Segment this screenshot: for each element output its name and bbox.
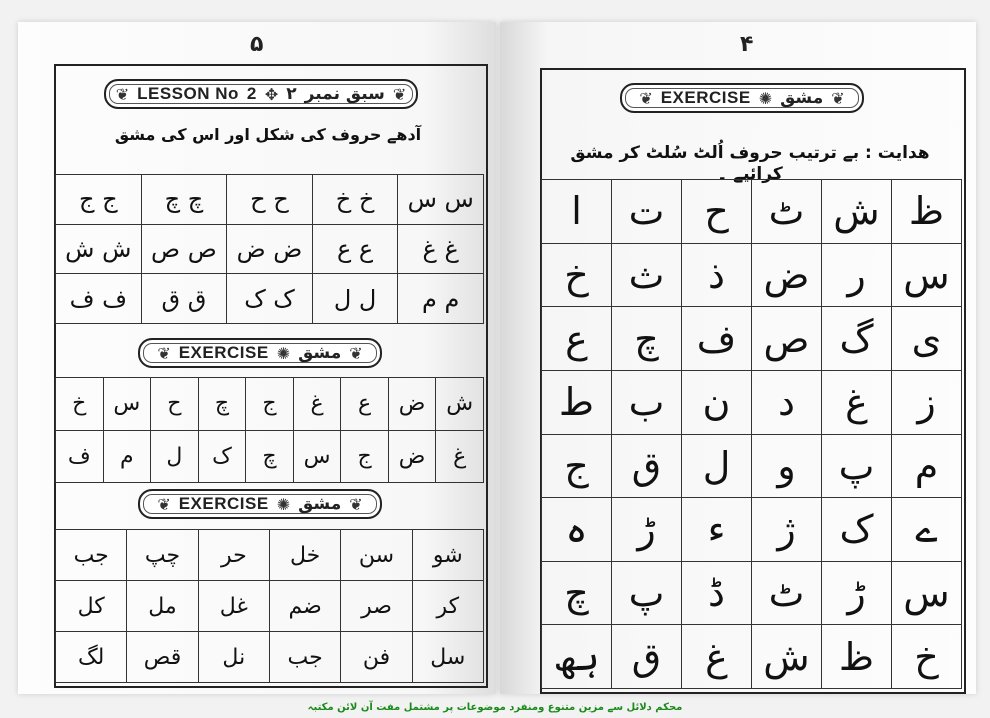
- letter-cell: د: [752, 370, 822, 434]
- letter-cell: ڑ: [612, 498, 682, 562]
- letter-cell: ح: [151, 378, 199, 431]
- letter-cell: نل: [198, 632, 269, 683]
- letter-cell: ہھ: [542, 625, 612, 689]
- letter-cell: ء: [682, 498, 752, 562]
- letter-cell: فن: [341, 632, 412, 683]
- letter-cell: خ: [56, 378, 104, 431]
- letter-cell: ظ: [892, 180, 962, 244]
- letter-cell: مل: [127, 581, 198, 632]
- letter-cell: غ غ: [398, 224, 484, 274]
- letter-cell: ط: [542, 370, 612, 434]
- letter-cell: غ: [436, 430, 484, 483]
- letter-cell: خ: [542, 243, 612, 307]
- table-row: [56, 632, 484, 683]
- table-row: [56, 430, 484, 483]
- letter-cell: ق ق: [141, 274, 227, 324]
- exercise-title-urdu: مشق: [298, 343, 342, 363]
- letter-cell: لگ: [56, 632, 127, 683]
- letter-cell: چ: [542, 561, 612, 625]
- letter-cell: ت: [612, 180, 682, 244]
- lesson-banner: [104, 79, 418, 109]
- letter-cell: ص: [752, 307, 822, 371]
- letter-cell: غ: [682, 625, 752, 689]
- letter-cell: ح ح: [227, 175, 313, 225]
- ornament-icon: ❦: [639, 88, 653, 108]
- letter-cell: س: [293, 430, 341, 483]
- left-page: [18, 22, 496, 694]
- letter-cell: ف: [56, 430, 104, 483]
- letter-cell: چ: [612, 307, 682, 371]
- letter-cell: و: [752, 434, 822, 498]
- letter-cell: صر: [341, 581, 412, 632]
- letter-cell: ع: [542, 307, 612, 371]
- letter-cell: ی: [892, 307, 962, 371]
- letter-cell: شو: [412, 530, 483, 581]
- right-page-instruction: ھدایت : بے ترتیب حروف اُلٹ سُلٹ کر مشق کرائیے ۔: [570, 143, 930, 184]
- letter-cell: جب: [269, 632, 340, 683]
- letter-cell: ے: [892, 498, 962, 562]
- ornament-icon: ❦: [392, 84, 407, 104]
- letter-cell: ک: [822, 498, 892, 562]
- letter-cell: ض: [388, 430, 436, 483]
- letter-cell: خ خ: [312, 175, 398, 225]
- letter-cell: سل: [412, 632, 483, 683]
- half-letters-instruction: آدھے حروف کی شکل اور اس کی مشق: [114, 125, 422, 144]
- letter-cell: ض: [388, 378, 436, 431]
- letter-cell: س س: [398, 175, 484, 225]
- letter-cell: ب: [612, 370, 682, 434]
- letter-cell: ش ش: [56, 224, 142, 274]
- exercise-banner-2: [138, 489, 382, 519]
- letter-cell: ث: [612, 243, 682, 307]
- letter-cell: ج: [542, 434, 612, 498]
- letter-cell: ز: [892, 370, 962, 434]
- letter-cell: ف ف: [56, 274, 142, 324]
- letter-cell: کر: [412, 581, 483, 632]
- exercise-title-english: EXERCISE: [660, 88, 751, 107]
- letter-cell: ش: [822, 180, 892, 244]
- letter-cell: ش: [752, 625, 822, 689]
- letter-cell: ش: [436, 378, 484, 431]
- table-row: [56, 378, 484, 431]
- page-number-left: ۵: [250, 32, 264, 57]
- letter-cell: حر: [198, 530, 269, 581]
- exercise-banner-right: [620, 83, 864, 113]
- letter-cell: ظ: [822, 625, 892, 689]
- exercise-title-urdu: مشق: [298, 494, 342, 514]
- letter-cell: چ: [198, 378, 246, 431]
- letter-cell: ر: [822, 243, 892, 307]
- letter-cell: ژ: [752, 498, 822, 562]
- letter-cell: ک ک: [227, 274, 313, 324]
- letter-cell: ذ: [682, 243, 752, 307]
- letter-cell: ق: [612, 625, 682, 689]
- letter-cell: ن: [682, 370, 752, 434]
- letter-cell: ضم: [269, 581, 340, 632]
- table-row: [542, 180, 962, 244]
- page-number-right: ۴: [740, 32, 754, 57]
- letter-cell: ص ص: [141, 224, 227, 274]
- lesson-title-english: LESSON No: [137, 84, 239, 103]
- letter-cell: س: [892, 561, 962, 625]
- ornament-icon: ❦: [115, 84, 130, 104]
- letter-cell: م: [892, 434, 962, 498]
- letter-cell: خل: [269, 530, 340, 581]
- exercise-banner-1: [138, 338, 382, 368]
- letter-cell: چپ: [127, 530, 198, 581]
- ornament-icon: ❦: [157, 494, 171, 514]
- letter-cell: پ: [822, 434, 892, 498]
- table-row: [542, 498, 962, 562]
- table-row: [542, 243, 962, 307]
- letter-cell: ض ض: [227, 224, 313, 274]
- letter-cell: ع ع: [312, 224, 398, 274]
- table-row: [542, 561, 962, 625]
- letter-cell: سن: [341, 530, 412, 581]
- letter-cell: جب: [56, 530, 127, 581]
- letter-cell: ض: [752, 243, 822, 307]
- table-row: [542, 434, 962, 498]
- ornament-icon: ❦: [831, 88, 845, 108]
- star-ornament-icon: ✺: [276, 494, 291, 514]
- letters-table: [541, 179, 962, 689]
- exercise-1-table: [55, 377, 484, 483]
- table-row: [56, 175, 484, 225]
- table-row: [56, 581, 484, 632]
- letter-cell: ٹ: [752, 561, 822, 625]
- letter-cell: غ: [822, 370, 892, 434]
- letter-cell: ج ج: [56, 175, 142, 225]
- letter-cell: قص: [127, 632, 198, 683]
- letter-cell: چ: [246, 430, 294, 483]
- lesson-title-urdu: سبق نمبر: [304, 84, 385, 104]
- table-row: [56, 530, 484, 581]
- letter-cell: خ: [892, 625, 962, 689]
- footer-note: محکم دلائل سے مزین متنوع ومنفرد موضوعات پر مشتمل مفت آن لائن مکتبہ: [307, 702, 683, 713]
- table-row: [542, 307, 962, 371]
- exercise-title-urdu: مشق: [780, 88, 824, 108]
- letter-cell: ف: [682, 307, 752, 371]
- letter-cell: ک: [198, 430, 246, 483]
- exercise-title-english: EXERCISE: [178, 494, 269, 513]
- letter-cell: پ: [612, 561, 682, 625]
- lesson-number-urdu: ۲: [286, 84, 297, 104]
- letter-cell: ڈ: [682, 561, 752, 625]
- letter-cell: غل: [198, 581, 269, 632]
- ornament-icon: ❦: [157, 343, 171, 363]
- letter-cell: ج: [246, 378, 294, 431]
- letter-cell: س: [103, 378, 151, 431]
- letter-cell: چ چ: [141, 175, 227, 225]
- divider-ornament-icon: ✥: [264, 84, 279, 104]
- table-row: [542, 625, 962, 689]
- ornament-icon: ❦: [349, 343, 363, 363]
- letter-cell: گ: [822, 307, 892, 371]
- letter-cell: ع: [341, 378, 389, 431]
- table-row: [542, 370, 962, 434]
- letter-cell: ح: [682, 180, 752, 244]
- letter-cell: غ: [293, 378, 341, 431]
- letter-cell: س: [892, 243, 962, 307]
- lesson-number-english: 2: [246, 84, 257, 103]
- letter-cell: ٹ: [752, 180, 822, 244]
- exercise-2-table: [55, 529, 484, 683]
- letter-cell: م: [103, 430, 151, 483]
- letter-cell: ل ل: [312, 274, 398, 324]
- letter-cell: م م: [398, 274, 484, 324]
- letter-cell: کل: [56, 581, 127, 632]
- half-letters-table: [55, 174, 484, 324]
- exercise-title-english: EXERCISE: [178, 343, 269, 362]
- letter-cell: ل: [682, 434, 752, 498]
- ornament-icon: ❦: [349, 494, 363, 514]
- star-ornament-icon: ✺: [758, 88, 773, 108]
- table-row: [56, 224, 484, 274]
- letter-cell: ق: [612, 434, 682, 498]
- letter-cell: ڑ: [822, 561, 892, 625]
- letter-cell: ا: [542, 180, 612, 244]
- table-row: [56, 274, 484, 324]
- letter-cell: ج: [341, 430, 389, 483]
- letter-cell: ل: [151, 430, 199, 483]
- star-ornament-icon: ✺: [276, 343, 291, 363]
- letter-cell: ہ: [542, 498, 612, 562]
- right-page: [500, 22, 976, 694]
